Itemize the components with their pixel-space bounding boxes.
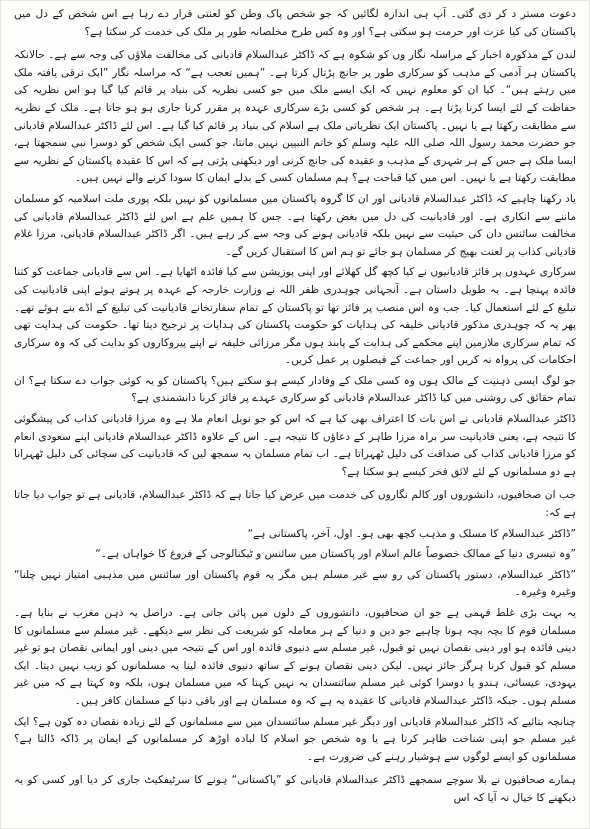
paragraph-9: چنانچہ بتائیے کہ ڈاکٹر عبدالسلام قادیانی اور دیگر غیر مسلم سائنسدان میں سے مسلمانوں کے لئے زیادہ نقصان دہ کون ہے؟ ایک غیر مسلم جو اپنی شناخت ظاہر کرتا ہے یا وہ شخص جو اسلام کا لبادہ اوڑھ کر مسلمانوں کے ایمان پر ڈاکہ ڈالتا ہے؟ مسلمانوں کو ایسے لوگوں سے ہوشیار رہنے کی ضرورت ہے۔ [14,715,576,763]
urdu-text-column [14,6,576,823]
paragraph-4: سرکاری عہدوں پر فائز قادیانیوں نے کیا کچھ گل کھلائے اور اپنی پوزیشن سے کیا فائدہ اٹھایا ہے۔ اس سے قادیانی جماعت کو کتنا فائدہ پہنچا ہے۔ یہ طویل داستان ہے۔ آنجہانی چوہدری ظفر اللہ نے وزارت خارجہ کے عہدہ پر ہوتے ہوئے اپنی قادیانیت کی تبلیغ کے لئے استعمال کیا۔ جب وہ اس منصب پر فائز تھا تو پاکستان کے تمام سفارتخانے قادیانیت کی تبلیغ کے اڈے بنے ہوئے تھے۔ پھر یہ کہ چوہدری مذکور قادیانی خلیفہ کی ہدایات کو حکومت پاکستان کی ہدایات پر ترجیح دیتا تھا۔ حکومت کی ہدایت تھی کہ تمام سرکاری ملازمین اپنے محکمے کی ہدایت کے پابند ہوں مگر مرزائی خلیفہ نے اپنے پیروکاروں کو بدایت کی کہ وہ سرکاری احکامات کی پرواہ نہ کریں اور جماعت کے فیصلوں پر عمل کریں۔ [14,266,576,367]
quote-3: ”ڈاکٹر عبدالسلام، دستور پاکستان کی رو سے غیر مسلم ہیں مگر یہ قوم پاکستان اور سائنس میں مذہبی امتیاز نہیں چلنا“ وغیرہ وغیرہ۔ [14,568,576,599]
quote-1: ”ڈاکٹر عبدالسلام کا مسلک و مذہب کچھ بھی ہو۔ اول، آخر، پاکستانی ہے“ [247,527,576,540]
paragraph-8: یہ بہت بڑی غلط فہمی ہے جو ان صحافیوں، دانشوروں کے دلوں میں پائی جاتی ہے۔ دراصل یہ ذہن مغرب نے بنایا ہے۔ مسلمان قوم کا بچہ بچہ ہونا چاہیے جو دین و دنیا کے ہر معاملہ کو شریعت کی نظر سے دیکھے۔ غیر مسلم سے مسلمانوں کا دینی فائدہ ہو اور دینی نقصان نہیں تو قبول، غیر مسلم سے دنیوی فائدہ اور اس کے نتیجہ میں دینی اور ایمانی نقصان ہو تو غیر مسلم کو قبول کرنا ہرگز جائز نہیں۔ لیکن دینی نقصان ہونے کے ساتھ دنیوی فائدہ لینا یہ مسلمانوں کو زیب نہیں دیتا۔ ایک یہودی، عیسائی، ہندو یا دوسرا کوئی غیر مسلم سائنسدان یہ نہیں کہتا کہ میں مسلمان ہوں، بلکہ وہ کہتا ہے کہ میں غیر مسلم ہوں۔ جبکہ ڈاکٹر عبدالسلام قادیانی کا عقیدہ یہ ہے کہ وہ مسلمان ہے اور باقی دنیا کے مسلمان کافر ہیں۔ [14,607,576,707]
paragraph-3: یاد رکھنا چاہیے کہ ڈاکٹر عبدالسلام قادیانی اور ان کا گروہ پاکستان میں مسلمانوں کو نہیں بلکہ پوری ملت اسلامیہ کو مسلمان ماننے سے انکاری ہے۔ اور قادیانیت کی دل میں بغض رکھتا ہے۔ جس کا ہمیں علم ہے اس لئے ڈاکٹر عبدالسلام قادیانی کی مخالفت سائنس دان کی حیثیت سے نہیں بلکہ قادیانی ہونے کی وجہ سے کر رہے ہیں۔ اگر ڈاکٹر عبدالسلام قادیانی، مرزا غلام قادیانی کذاب پر لعنت بھیج کر مسلمان ہو جائے تو ہم اس کا استقبال کریں گے۔ [14,192,576,258]
quote-2: ”وہ تیسری دنیا کے ممالک خصوصاً عالم اسلام اور پاکستان میں سائنس و ٹیکنالوجی کے فروغ کا خواہاں ہے۔“ [95,548,576,561]
paragraph-6: ڈاکٹر عبدالسلام قادیانی نے اس بات کا اعتراف بھی کیا ہے کہ اس کو جو نوبل انعام ملا ہے وہ مرزا قادیانی کذاب کی پیشگوئی کا نتیجہ ہے، یعنی قادیانیت سر براہ مرزا طاہر کے دعاؤں کا نتیجہ ہے۔ اس کے علاوہ ڈاکٹر عبدالسلام قادیانی اپنے سعودی انعام کو مرزا قادیانی کذاب کی صداقت کی دلیل ٹھہراتا ہے۔ اب تمام مسلمان یہ سمجھ لیں کہ قادیانیت کی سچائی کی دلیل ٹھہرانا ہے دو مسلمانوں کے لئے لائق فخر کیسے ہو سکتا ہے؟ [14,413,576,478]
paragraph-7: جب ان صحافیوں، دانشوروں اور کالم نگاروں کی خدمت میں عرض کیا جاتا ہے کہ ڈاکٹر عبدالسلام، قادیانی ہے تو جواب دیا جاتا ہے کہ: [14,489,576,520]
paragraph-1: دعوت مستر د کر دی گئی۔ آپ ہی اندازہ لگائیں کہ جو شخص پاک وطن کو لعنتی قرار دے رہا ہے اس شخص کے دل میں پاکستان کی کیا عزت اور حرمت ہو سکتی ہے؟ اور وہ کس طرح مخلصانہ طور پر ملک کی خدمت کر سکتا ہے؟ [14,8,576,38]
paragraph-2: لندن کے مذکورہ اخبار کے مراسلہ نگار وں کو شکوہ ہے کہ ڈاکٹر عبدالسلام قادیانی کی مخالفت ملاؤں کی وجہ سے ہے۔ حالانکہ پاکستان ہر آدمی کے مذہب کو سرکاری طور پر جانچ پڑتال کرتا ہے۔ ”ہمیں تعجب ہے“ کہ مراسلہ نگار ”ایک ترقی یافتہ ملک میں رہتے ہیں“۔ کیا ان کو معلوم نہیں کہ ایک ایسے ملک میں جو کسی نظریہ کی بنیاد پر قائم کیا گیا ہو اس نظریہ کی حفاظت کے لئے ایسا کرنا پڑتا ہے۔ ہر شخص کو کسی بڑے سرکاری عہدہ پر مقرر کرنا جاری ہو ہو جاتا ہے۔ ملک کے نظریہ سے مطابقت رکھتا ہے یا نہیں۔ پاکستان ایک نظریاتی ملک ہے اسلام کی بنیاد پر قائم کیا گیا ہے۔ اس لئے ڈاکٹر عبدالسلام قادیانی جو حضرت محمد رسول اللہ صلی اللہ علیہ وسلم کو خاتم النبیین نہیں مانتا، جو کسی ایک شخص کو دوسرا نبی سمجھتا ہے، ایسا ملک ہے جس کے ہر شہری کے مذہب و عقیدہ کی جانچ کرنی اور دیکھنی پڑتی ہے کہ اس کا عقیدہ پاکستان کے نظریہ سے مطابقت رکھتا ہے یا نہیں۔ اس میں کیا قباحت ہے؟ ہم مسلمان کسی کے بدلے ایمان کا سودا کرنے والے نہیں ہیں۔ [14,49,576,185]
paragraph-10: ہمارے صحافیوں نے بلا سوچے سمجھے ڈاکٹر عبدالسلام قادیانی کو ”پاکستانی“ ہونے کا سرٹیفکیٹ جاری کر دیا اور کسی کو یہ دیکھنے کا خیال نہ آیا کہ اس [14,774,576,804]
paragraph-5: جو لوگ ایسی ذہنیت کے مالک ہوں وہ کسی ملک کے وفادار کیسے ہو سکتے ہیں؟ پاکستان کو یہ کوئی جواب دے سکتا ہے؟ ان تمام حقائق کی روشنی میں کیا ڈاکٹر عبدالسلام قادیانی کو سرکاری عہدے پر فائز کرنا دانشمندی ہے؟ [14,374,576,405]
